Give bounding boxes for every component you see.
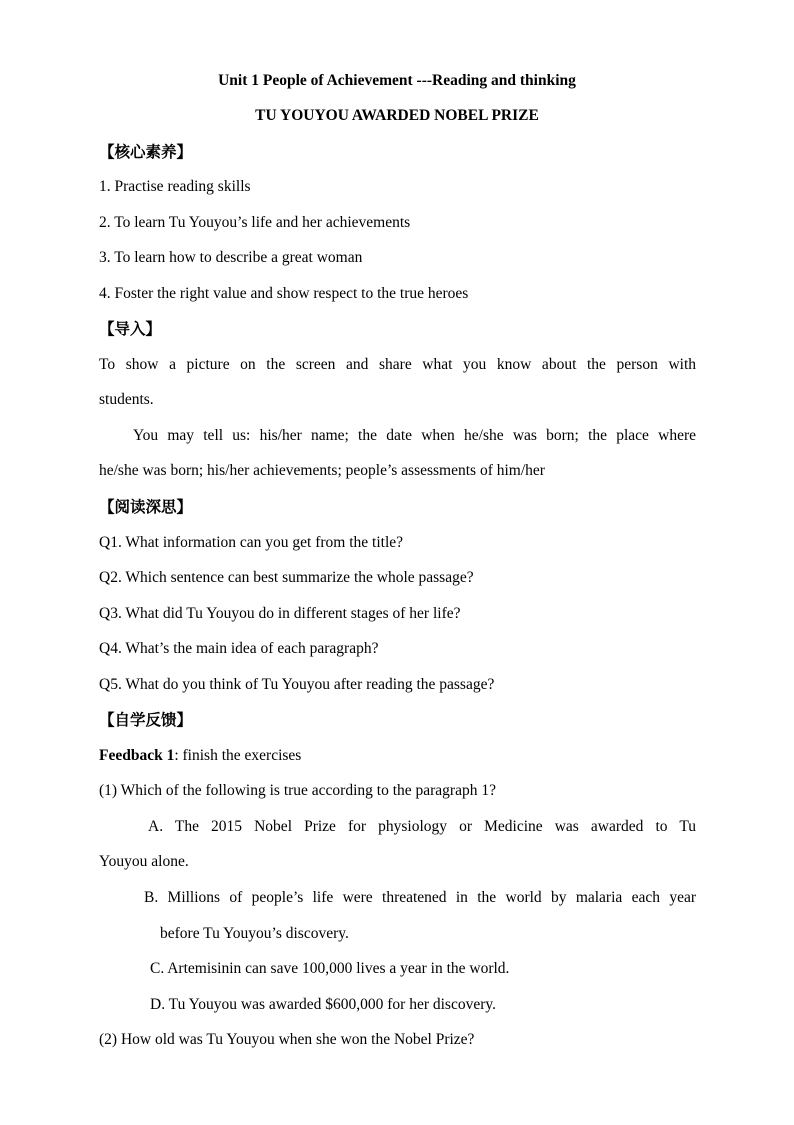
unit-title: Unit 1 People of Achievement ---Reading and thinking <box>218 72 576 89</box>
intro-paragraph-line-1: To show a picture on the screen and share what you know about the person with <box>99 356 696 373</box>
reading-question-5: Q5. What do you think of Tu Youyou after reading the passage? <box>99 676 495 693</box>
exercise-question-2: (2) How old was Tu Youyou when she won the Nobel Prize? <box>99 1031 475 1048</box>
option-a-line-1: A. The 2015 Nobel Prize for physiology or Medicine was awarded to Tu <box>148 818 696 835</box>
feedback-1-line <box>99 746 301 766</box>
option-b-line-2: before Tu Youyou’s discovery. <box>160 925 349 942</box>
passage-title: TU YOUYOU AWARDED NOBEL PRIZE <box>255 107 539 124</box>
feedback-1-instruction: : finish the exercises <box>174 747 302 764</box>
objective-item-4: 4. Foster the right value and show respect to the true heroes <box>99 285 469 302</box>
self-study-feedback-heading: 【自学反馈】 <box>99 711 193 729</box>
reading-heading: 【阅读深思】 <box>99 498 193 516</box>
core-literacy-heading: 【核心素养】 <box>99 143 193 161</box>
exercise-question-1: (1) Which of the following is true according to the paragraph 1? <box>99 782 496 799</box>
option-b-line-1: B. Millions of people’s life were threatened in the world by malaria each year <box>144 889 696 906</box>
lead-in-heading: 【导入】 <box>99 320 162 338</box>
intro-paragraph-line-2: students. <box>99 391 154 408</box>
reading-question-4: Q4. What’s the main idea of each paragraph? <box>99 640 379 657</box>
option-c: C. Artemisinin can save 100,000 lives a year in the world. <box>150 960 510 977</box>
intro-hint-line-1: You may tell us: his/her name; the date when he/she was born; the place where <box>133 427 696 444</box>
objective-item-3: 3. To learn how to describe a great woman <box>99 249 363 266</box>
intro-hint-line-2: he/she was born; his/her achievements; people’s assessments of him/her <box>99 462 545 479</box>
reading-question-3: Q3. What did Tu Youyou do in different stages of her life? <box>99 605 461 622</box>
feedback-1-label: Feedback 1 <box>99 747 175 764</box>
option-a-line-2: Youyou alone. <box>99 853 189 870</box>
reading-question-1: Q1. What information can you get from the title? <box>99 534 404 551</box>
objective-item-1: 1. Practise reading skills <box>99 178 251 195</box>
objective-item-2: 2. To learn Tu Youyou’s life and her achievements <box>99 214 411 231</box>
option-d: D. Tu Youyou was awarded $600,000 for her discovery. <box>150 996 496 1013</box>
reading-question-2: Q2. Which sentence can best summarize the whole passage? <box>99 569 474 586</box>
